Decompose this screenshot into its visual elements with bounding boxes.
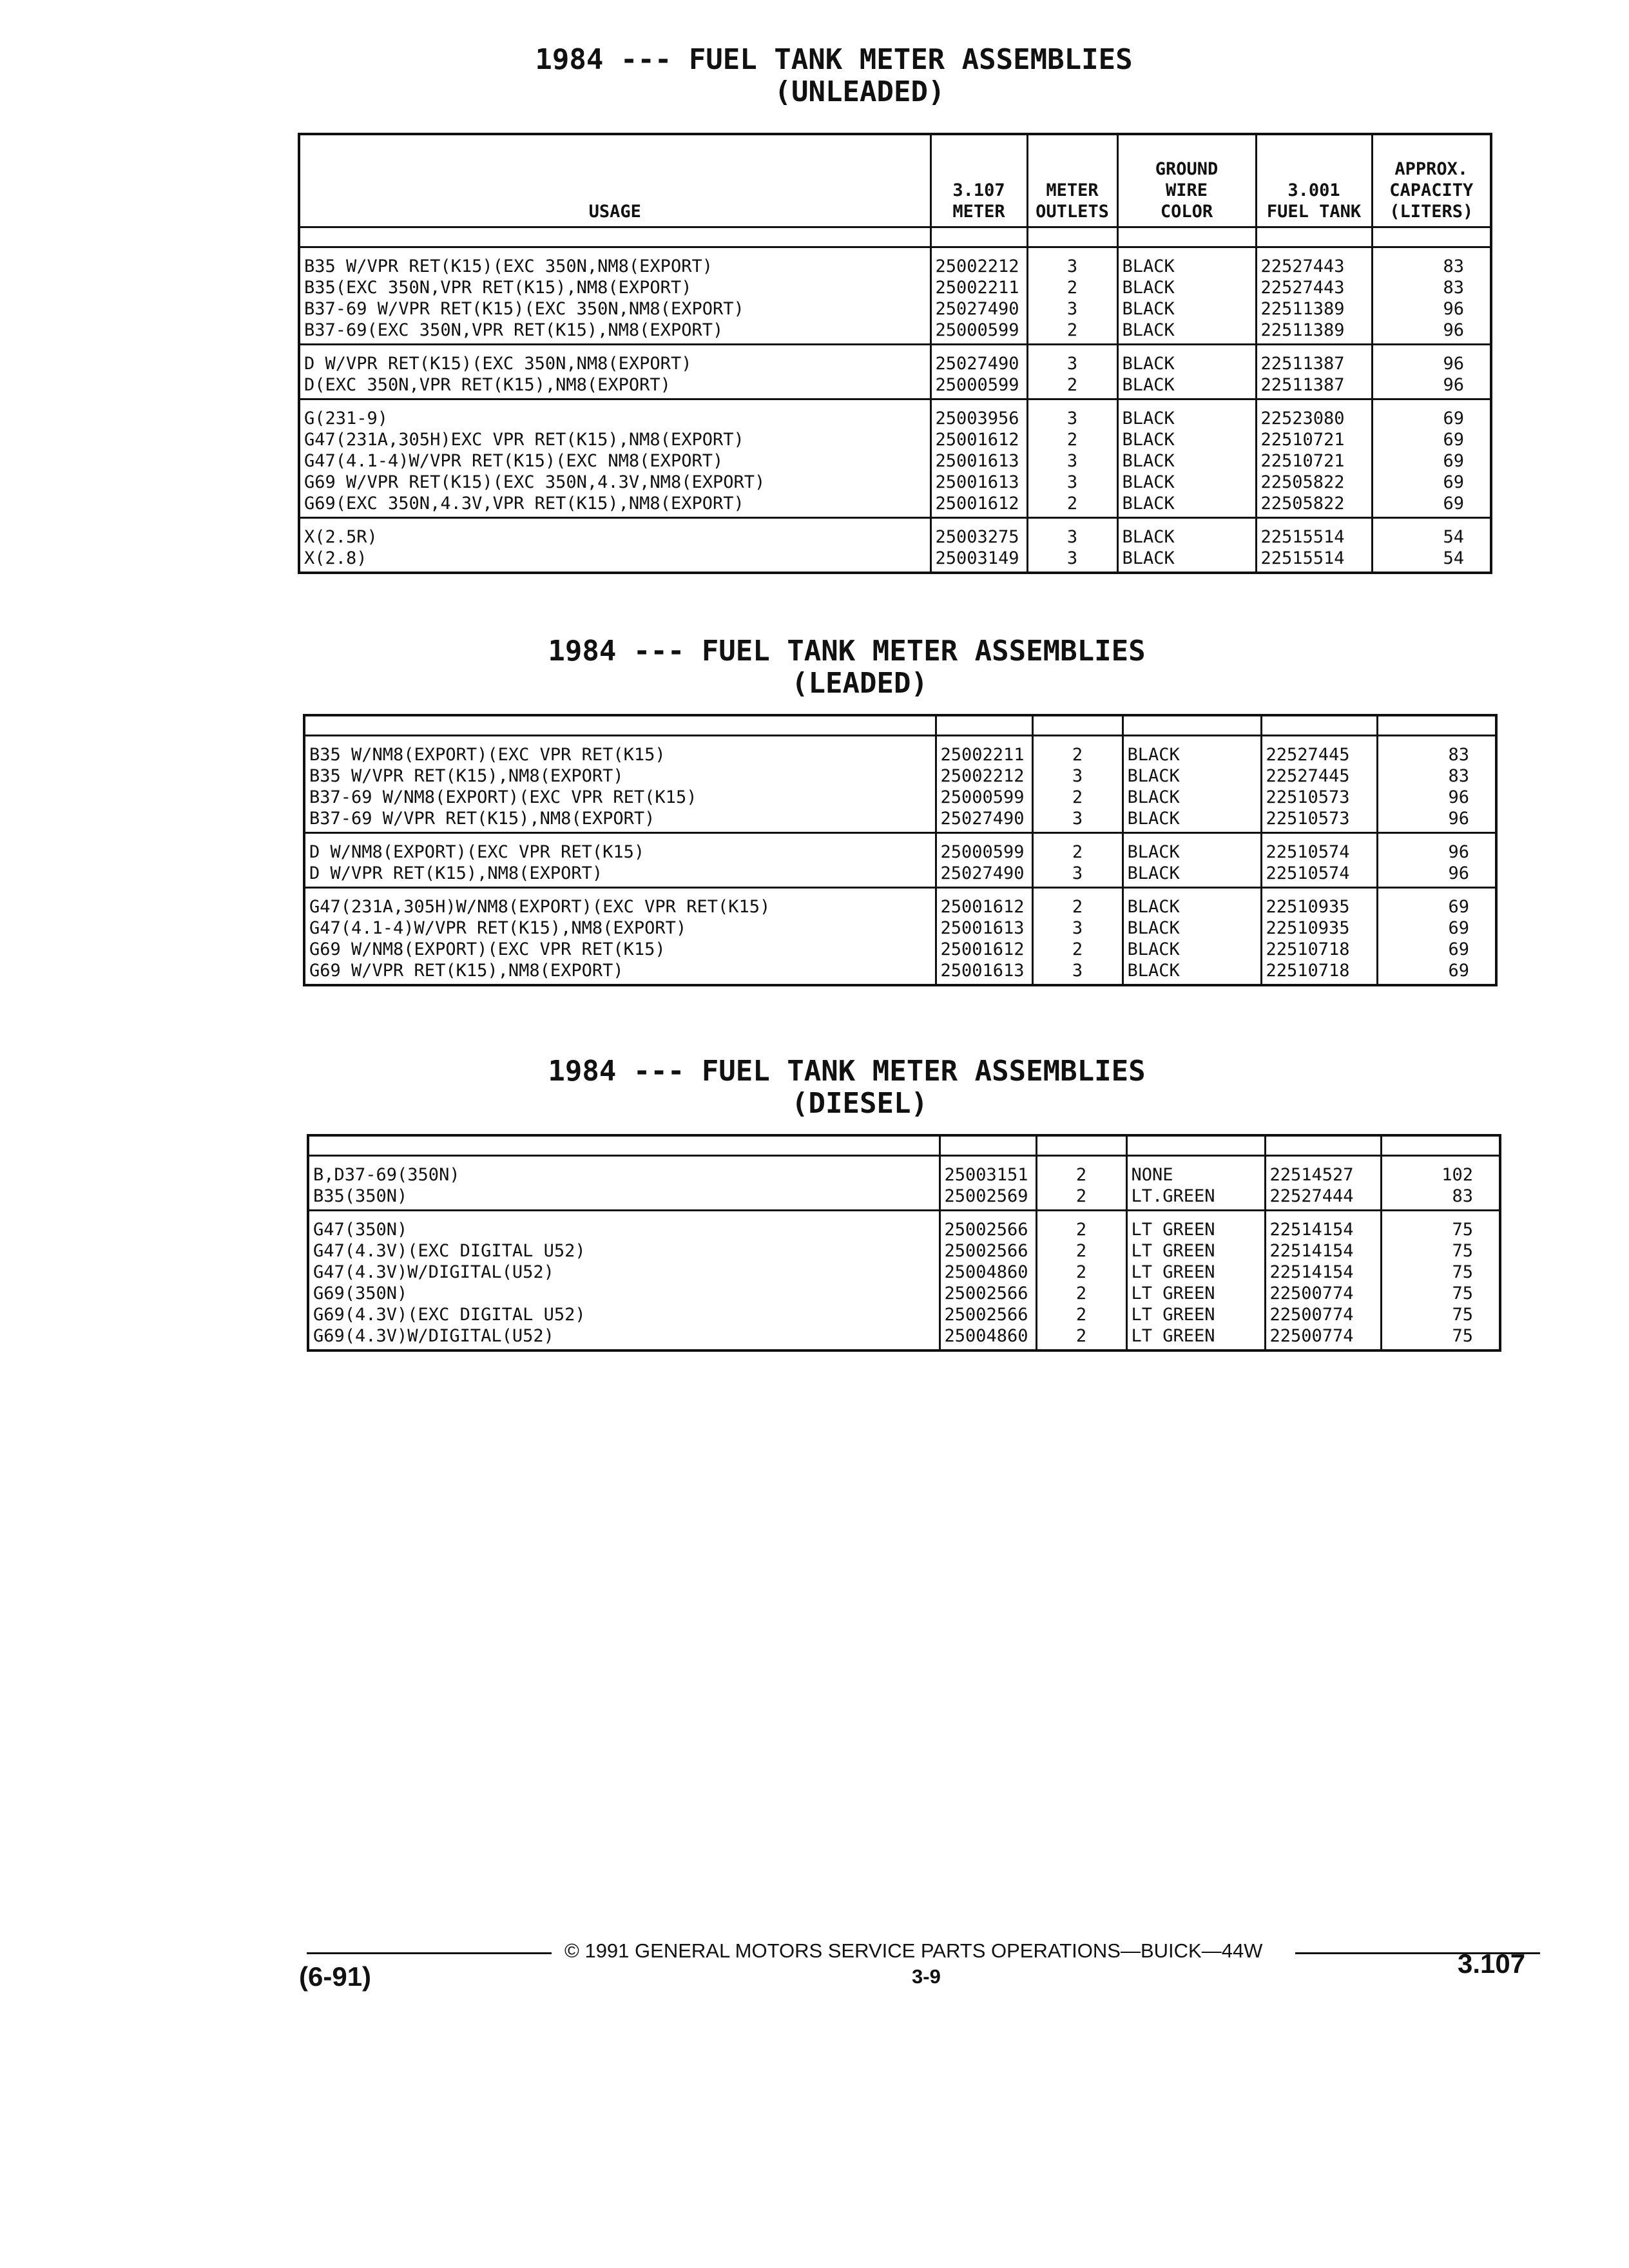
outlets-cell: 3 <box>1066 548 1078 568</box>
meter-part-cell-column <box>936 736 1032 833</box>
outlets-cell: 2 <box>1072 897 1083 917</box>
section-title-leaded <box>0 635 1629 700</box>
usage-cell-column <box>304 833 936 888</box>
capacity-cell: 75 <box>1452 1262 1473 1282</box>
outlets-cell: 3 <box>1072 809 1083 829</box>
outlets-cell-column <box>1027 247 1117 344</box>
meter-part-cell: 25001612 <box>935 493 1019 514</box>
fuel-tank-part-cell: 22500774 <box>1269 1326 1354 1346</box>
row-group <box>304 833 1496 888</box>
fuel-tank-part-cell: 22514154 <box>1269 1262 1354 1282</box>
meter-part-cell: 25027490 <box>940 863 1025 883</box>
wire-color-cell: BLACK <box>1127 842 1180 862</box>
row-group <box>299 399 1491 517</box>
usage-cell-column <box>299 517 930 573</box>
usage-cell: X(2.5R) <box>304 526 378 547</box>
capacity-cell: 69 <box>1443 493 1464 514</box>
fuel-tank-header: 3.001 FUEL TANK <box>1256 134 1372 227</box>
fuel-tank-part-cell-column <box>1256 344 1372 399</box>
fuel-tank-part-cell: 22511387 <box>1260 374 1345 395</box>
wire-color-cell: BLACK <box>1122 353 1175 374</box>
usage-cell: B37-69(EXC 350N,VPR RET(K15),NM8(EXPORT) <box>304 320 724 340</box>
meter-part-cell: 25000599 <box>940 842 1025 862</box>
wire-color-cell-column <box>1117 399 1256 517</box>
wire-color-cell: BLACK <box>1122 408 1175 428</box>
outlets-cell: 2 <box>1066 493 1078 514</box>
capacity-cell: 96 <box>1443 374 1464 395</box>
meter-part-cell: 25002211 <box>935 277 1019 298</box>
fuel-tank-part-cell: 22510935 <box>1266 918 1350 938</box>
footer-date: (6-91) <box>299 1961 372 1992</box>
outlets-cell: 2 <box>1072 939 1083 959</box>
fuel-tank-part-cell: 22510573 <box>1266 809 1350 829</box>
fuel-tank-part-cell-column <box>1261 833 1377 888</box>
usage-cell: B,D37-69(350N) <box>313 1165 460 1185</box>
wire-color-cell: LT GREEN <box>1131 1305 1215 1325</box>
section-subtitle: (UNLEADED) <box>774 75 945 108</box>
usage-cell-column <box>299 399 930 517</box>
fuel-tank-part-cell: 22510573 <box>1266 787 1350 807</box>
outlets-cell: 3 <box>1072 766 1083 786</box>
section-title: 1984 --- FUEL TANK METER ASSEMBLIES <box>548 635 1146 668</box>
outlets-cell: 2 <box>1066 429 1078 450</box>
outlets-cell: 3 <box>1066 450 1078 471</box>
usage-cell: G69(350N) <box>313 1283 408 1303</box>
row-group <box>304 736 1496 833</box>
wire-color-header: GROUND WIRE COLOR <box>1117 134 1256 227</box>
fuel-tank-part-cell: 22510721 <box>1260 429 1345 450</box>
meter-part-cell: 25001612 <box>940 897 1025 917</box>
unleaded-table <box>298 133 1492 574</box>
fuel-tank-part-cell: 22510721 <box>1260 450 1345 471</box>
row-group <box>299 517 1491 573</box>
outlets-cell: 3 <box>1066 353 1078 374</box>
meter-part-cell: 25003275 <box>935 526 1019 547</box>
capacity-cell: 96 <box>1448 809 1469 829</box>
meter-part-cell: 25000599 <box>940 787 1025 807</box>
page-number: 3-9 <box>912 1965 941 1988</box>
outlets-cell: 2 <box>1075 1165 1087 1185</box>
section-title: 1984 --- FUEL TANK METER ASSEMBLIES <box>548 1055 1146 1088</box>
header-spacer-row <box>299 227 1491 247</box>
outlets-cell-column <box>1036 1211 1126 1351</box>
wire-color-cell: LT.GREEN <box>1131 1186 1215 1206</box>
fuel-tank-part-cell: 22523080 <box>1260 408 1345 428</box>
outlets-cell: 2 <box>1075 1283 1087 1303</box>
capacity-cell: 96 <box>1443 298 1464 319</box>
outlets-cell: 2 <box>1066 374 1078 395</box>
fuel-tank-part-cell-column <box>1261 736 1377 833</box>
capacity-cell: 75 <box>1452 1241 1473 1261</box>
fuel-tank-part-cell: 22527444 <box>1269 1186 1354 1206</box>
usage-cell: B37-69 W/VPR RET(K15),NM8(EXPORT) <box>309 809 655 829</box>
wire-color-cell: BLACK <box>1127 961 1180 981</box>
wire-color-cell-column <box>1123 833 1261 888</box>
fuel-tank-part-cell: 22511387 <box>1260 353 1345 374</box>
capacity-cell: 83 <box>1448 745 1469 765</box>
capacity-header: APPROX. CAPACITY (LITERS) <box>1372 134 1491 227</box>
capacity-cell-column <box>1372 517 1491 573</box>
wire-color-cell-column <box>1117 344 1256 399</box>
meter-part-cell: 25001613 <box>940 918 1025 938</box>
wire-color-cell: LT GREEN <box>1131 1262 1215 1282</box>
capacity-cell: 54 <box>1443 548 1464 568</box>
outlets-cell-column <box>1032 833 1123 888</box>
outlets-cell-column <box>1032 736 1123 833</box>
usage-cell: G69(4.3V)W/DIGITAL(U52) <box>313 1326 554 1346</box>
wire-color-cell: LT GREEN <box>1131 1241 1215 1261</box>
meter-part-cell: 25002566 <box>944 1220 1028 1240</box>
capacity-cell-column <box>1372 344 1491 399</box>
meter-part-cell-column <box>930 517 1027 573</box>
outlets-cell: 2 <box>1072 745 1083 765</box>
usage-cell: G69 W/NM8(EXPORT)(EXC VPR RET(K15) <box>309 939 666 959</box>
fuel-tank-part-cell: 22510574 <box>1266 842 1350 862</box>
fuel-tank-part-cell: 22514154 <box>1269 1241 1354 1261</box>
outlets-cell: 2 <box>1066 277 1078 298</box>
wire-color-cell: BLACK <box>1122 374 1175 395</box>
wire-color-cell: BLACK <box>1122 256 1175 276</box>
fuel-tank-part-cell: 22527445 <box>1266 766 1350 786</box>
row-group <box>299 344 1491 399</box>
wire-color-cell: BLACK <box>1122 472 1175 492</box>
meter-part-cell: 25000599 <box>935 320 1019 340</box>
fuel-tank-part-cell-column <box>1256 247 1372 344</box>
fuel-tank-part-cell: 22511389 <box>1260 320 1345 340</box>
wire-color-cell: BLACK <box>1122 450 1175 471</box>
meter-header: 3.107 METER <box>930 134 1027 227</box>
capacity-cell: 69 <box>1443 450 1464 471</box>
fuel-tank-part-cell-column <box>1256 517 1372 573</box>
usage-cell-column <box>308 1156 940 1211</box>
usage-cell: G47(231A,305H)W/NM8(EXPORT)(EXC VPR RET(K15) <box>309 897 771 917</box>
wire-color-cell: BLACK <box>1122 298 1175 319</box>
outlets-cell: 2 <box>1075 1220 1087 1240</box>
copyright-text: © 1991 GENERAL MOTORS SERVICE PARTS OPERATIONS—BUICK—44W <box>564 1939 1263 1962</box>
capacity-cell-column <box>1377 833 1496 888</box>
outlets-cell: 2 <box>1075 1186 1087 1206</box>
meter-part-cell: 25003956 <box>935 408 1019 428</box>
wire-color-cell: BLACK <box>1122 526 1175 547</box>
outlets-cell: 3 <box>1066 408 1078 428</box>
usage-cell: D W/VPR RET(K15),NM8(EXPORT) <box>309 863 603 883</box>
meter-part-cell: 25004860 <box>944 1326 1028 1346</box>
row-group <box>308 1211 1500 1351</box>
usage-cell: B37-69 W/VPR RET(K15)(EXC 350N,NM8(EXPORT) <box>304 298 744 319</box>
usage-cell: B35 W/VPR RET(K15),NM8(EXPORT) <box>309 766 624 786</box>
usage-cell: B35(EXC 350N,VPR RET(K15),NM8(EXPORT) <box>304 277 692 298</box>
outlets-cell: 2 <box>1075 1262 1087 1282</box>
outlets-cell: 2 <box>1072 842 1083 862</box>
usage-cell: B35 W/VPR RET(K15)(EXC 350N,NM8(EXPORT) <box>304 256 713 276</box>
outlets-cell: 2 <box>1075 1326 1087 1346</box>
wire-color-cell: BLACK <box>1122 320 1175 340</box>
fuel-tank-part-cell: 22514527 <box>1269 1165 1354 1185</box>
usage-cell-column <box>308 1211 940 1351</box>
outlets-cell-column <box>1027 517 1117 573</box>
meter-part-cell: 25027490 <box>935 298 1019 319</box>
wire-color-cell-column <box>1123 888 1261 986</box>
usage-cell: G(231-9) <box>304 408 389 428</box>
usage-cell: G47(4.3V)W/DIGITAL(U52) <box>313 1262 554 1282</box>
meter-part-cell: 25001613 <box>940 961 1025 981</box>
meter-part-cell: 25002569 <box>944 1186 1028 1206</box>
outlets-cell: 3 <box>1066 298 1078 319</box>
capacity-cell: 69 <box>1443 408 1464 428</box>
outlets-cell-column <box>1027 344 1117 399</box>
fuel-tank-part-cell-column <box>1265 1211 1381 1351</box>
capacity-cell: 75 <box>1452 1326 1473 1346</box>
wire-color-cell: LT GREEN <box>1131 1326 1215 1346</box>
outlets-cell: 2 <box>1072 787 1083 807</box>
usage-cell-column <box>299 247 930 344</box>
wire-color-cell: NONE <box>1131 1165 1173 1185</box>
meter-part-cell: 25002212 <box>940 766 1025 786</box>
outlets-cell-column <box>1036 1156 1126 1211</box>
usage-cell: X(2.8) <box>304 548 367 568</box>
row-group <box>304 888 1496 986</box>
meter-part-cell-column <box>930 344 1027 399</box>
capacity-cell: 69 <box>1448 939 1469 959</box>
section-title-unleaded <box>0 44 1629 108</box>
outlets-cell-column <box>1027 399 1117 517</box>
wire-color-cell-column <box>1126 1156 1265 1211</box>
fuel-tank-part-cell-column <box>1256 399 1372 517</box>
capacity-cell: 83 <box>1443 277 1464 298</box>
usage-cell: G69 W/VPR RET(K15)(EXC 350N,4.3V,NM8(EXPORT) <box>304 472 766 492</box>
meter-part-cell: 25027490 <box>935 353 1019 374</box>
leaded-table <box>303 714 1498 986</box>
fuel-tank-part-cell: 22527443 <box>1260 256 1345 276</box>
capacity-cell-column <box>1372 247 1491 344</box>
capacity-cell: 69 <box>1448 897 1469 917</box>
usage-cell: B37-69 W/NM8(EXPORT)(EXC VPR RET(K15) <box>309 787 697 807</box>
outlets-cell: 3 <box>1072 961 1083 981</box>
fuel-tank-part-cell: 22514154 <box>1269 1220 1354 1240</box>
meter-part-cell: 25001612 <box>940 939 1025 959</box>
wire-color-cell: LT GREEN <box>1131 1220 1215 1240</box>
outlets-header: METER OUTLETS <box>1027 134 1117 227</box>
capacity-cell: 75 <box>1452 1283 1473 1303</box>
meter-part-cell: 25002211 <box>940 745 1025 765</box>
fuel-tank-part-cell: 22515514 <box>1260 548 1345 568</box>
row-group <box>308 1156 1500 1211</box>
meter-part-cell-column <box>936 888 1032 986</box>
meter-part-cell: 25001613 <box>935 472 1019 492</box>
fuel-tank-part-cell: 22505822 <box>1260 472 1345 492</box>
usage-cell: G69(4.3V)(EXC DIGITAL U52) <box>313 1305 586 1325</box>
fuel-tank-part-cell-column <box>1261 888 1377 986</box>
capacity-cell: 69 <box>1443 429 1464 450</box>
fuel-tank-part-cell-column <box>1265 1156 1381 1211</box>
header-spacer-row <box>308 1135 1500 1156</box>
wire-color-cell: LT GREEN <box>1131 1283 1215 1303</box>
wire-color-cell: BLACK <box>1127 745 1180 765</box>
meter-part-cell-column <box>930 399 1027 517</box>
capacity-cell: 54 <box>1443 526 1464 547</box>
capacity-cell-column <box>1377 888 1496 986</box>
outlets-cell: 3 <box>1072 918 1083 938</box>
capacity-cell: 69 <box>1443 472 1464 492</box>
wire-color-cell-column <box>1117 517 1256 573</box>
fuel-tank-part-cell: 22500774 <box>1269 1283 1354 1303</box>
meter-part-cell: 25001613 <box>935 450 1019 471</box>
outlets-cell: 3 <box>1072 863 1083 883</box>
wire-color-cell-column <box>1117 247 1256 344</box>
outlets-cell: 2 <box>1075 1305 1087 1325</box>
wire-color-cell: BLACK <box>1127 897 1180 917</box>
diesel-table <box>307 1134 1501 1352</box>
section-subtitle: (DIESEL) <box>791 1087 928 1120</box>
wire-color-cell: BLACK <box>1127 939 1180 959</box>
meter-part-cell: 25027490 <box>940 809 1025 829</box>
usage-cell: D W/VPR RET(K15)(EXC 350N,NM8(EXPORT) <box>304 353 692 374</box>
meter-part-cell: 25002566 <box>944 1305 1028 1325</box>
meter-part-cell: 25002566 <box>944 1241 1028 1261</box>
meter-part-cell: 25001612 <box>935 429 1019 450</box>
capacity-cell: 83 <box>1452 1186 1473 1206</box>
wire-color-cell: BLACK <box>1122 429 1175 450</box>
capacity-cell: 75 <box>1452 1305 1473 1325</box>
usage-cell: G47(4.1-4)W/VPR RET(K15),NM8(EXPORT) <box>309 918 687 938</box>
footer-rule-left <box>307 1952 552 1954</box>
meter-part-cell: 25002566 <box>944 1283 1028 1303</box>
capacity-cell: 69 <box>1448 961 1469 981</box>
wire-color-cell: BLACK <box>1122 548 1175 568</box>
meter-part-cell: 25000599 <box>935 374 1019 395</box>
section-number: 3.107 <box>1458 1948 1526 1979</box>
meter-part-cell: 25003149 <box>935 548 1019 568</box>
section-subtitle: (LEADED) <box>791 667 928 700</box>
fuel-tank-part-cell: 22515514 <box>1260 526 1345 547</box>
capacity-cell-column <box>1372 399 1491 517</box>
wire-color-cell: BLACK <box>1127 809 1180 829</box>
capacity-cell-column <box>1381 1156 1500 1211</box>
fuel-tank-part-cell: 22510718 <box>1266 961 1350 981</box>
usage-cell: G69 W/VPR RET(K15),NM8(EXPORT) <box>309 961 624 981</box>
wire-color-cell-column <box>1123 736 1261 833</box>
fuel-tank-part-cell: 22510574 <box>1266 863 1350 883</box>
meter-part-cell: 25004860 <box>944 1262 1028 1282</box>
usage-cell-column <box>304 736 936 833</box>
usage-cell-column <box>299 344 930 399</box>
fuel-tank-part-cell: 22510718 <box>1266 939 1350 959</box>
capacity-cell: 83 <box>1448 766 1469 786</box>
usage-cell: G47(4.3V)(EXC DIGITAL U52) <box>313 1241 586 1261</box>
usage-header: USAGE <box>299 134 930 227</box>
header-spacer-row <box>304 715 1496 736</box>
usage-cell: D(EXC 350N,VPR RET(K15),NM8(EXPORT) <box>304 374 671 395</box>
outlets-cell: 3 <box>1066 526 1078 547</box>
meter-part-cell-column <box>930 247 1027 344</box>
wire-color-cell-column <box>1126 1211 1265 1351</box>
capacity-cell: 96 <box>1448 842 1469 862</box>
meter-part-cell-column <box>940 1211 1036 1351</box>
fuel-tank-part-cell: 22527443 <box>1260 277 1345 298</box>
meter-part-cell: 25002212 <box>935 256 1019 276</box>
usage-cell-column <box>304 888 936 986</box>
wire-color-cell: BLACK <box>1122 493 1175 514</box>
fuel-tank-part-cell: 22510935 <box>1266 897 1350 917</box>
meter-part-cell: 25003151 <box>944 1165 1028 1185</box>
capacity-cell: 96 <box>1448 863 1469 883</box>
usage-cell: G47(350N) <box>313 1220 408 1240</box>
wire-color-cell: BLACK <box>1127 863 1180 883</box>
usage-cell: G47(4.1-4)W/VPR RET(K15)(EXC NM8(EXPORT) <box>304 450 724 471</box>
outlets-cell: 2 <box>1075 1241 1087 1261</box>
capacity-cell-column <box>1381 1211 1500 1351</box>
wire-color-cell: BLACK <box>1122 277 1175 298</box>
usage-cell: D W/NM8(EXPORT)(EXC VPR RET(K15) <box>309 842 645 862</box>
capacity-cell-column <box>1377 736 1496 833</box>
meter-part-cell-column <box>936 833 1032 888</box>
section-title-diesel <box>0 1055 1629 1120</box>
usage-cell: G47(231A,305H)EXC VPR RET(K15),NM8(EXPORT) <box>304 429 744 450</box>
row-group <box>299 247 1491 344</box>
wire-color-cell: BLACK <box>1127 918 1180 938</box>
outlets-cell-column <box>1032 888 1123 986</box>
capacity-cell: 102 <box>1441 1165 1473 1185</box>
capacity-cell: 83 <box>1443 256 1464 276</box>
fuel-tank-part-cell: 22505822 <box>1260 493 1345 514</box>
fuel-tank-part-cell: 22500774 <box>1269 1305 1354 1325</box>
outlets-cell: 3 <box>1066 256 1078 276</box>
wire-color-cell: BLACK <box>1127 787 1180 807</box>
usage-cell: B35 W/NM8(EXPORT)(EXC VPR RET(K15) <box>309 745 666 765</box>
usage-cell: G69(EXC 350N,4.3V,VPR RET(K15),NM8(EXPORT) <box>304 493 744 514</box>
wire-color-cell: BLACK <box>1127 766 1180 786</box>
capacity-cell: 69 <box>1448 918 1469 938</box>
outlets-cell: 2 <box>1066 320 1078 340</box>
meter-part-cell-column <box>940 1156 1036 1211</box>
outlets-cell: 3 <box>1066 472 1078 492</box>
capacity-cell: 96 <box>1448 787 1469 807</box>
capacity-cell: 96 <box>1443 320 1464 340</box>
usage-cell: B35(350N) <box>313 1186 408 1206</box>
capacity-cell: 96 <box>1443 353 1464 374</box>
fuel-tank-part-cell: 22527445 <box>1266 745 1350 765</box>
capacity-cell: 75 <box>1452 1220 1473 1240</box>
fuel-tank-part-cell: 22511389 <box>1260 298 1345 319</box>
section-title: 1984 --- FUEL TANK METER ASSEMBLIES <box>535 43 1133 76</box>
